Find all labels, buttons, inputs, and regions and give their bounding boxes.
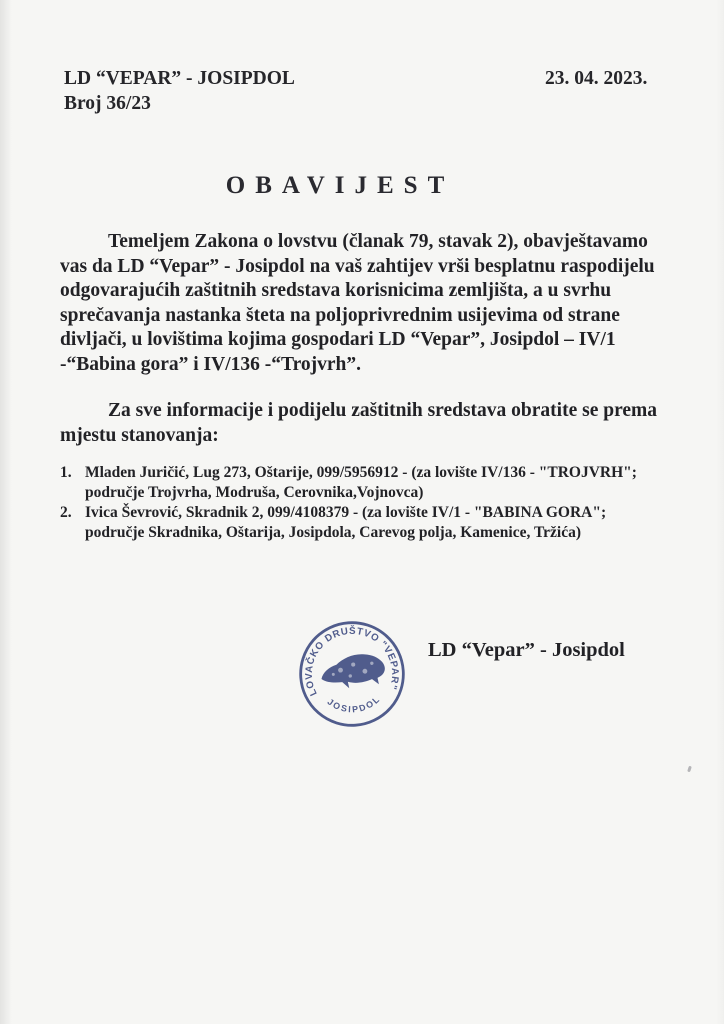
contact-list-item (60, 503, 660, 543)
contact-list (60, 463, 660, 543)
list-item-text: Mladen Juričić, Lug 273, Oštarije, 099/5956912 - (za lovište IV/136 - "TROJVRH"; područje Trojvrha, Modruša, Cerovnika,Vojnovca) (85, 464, 637, 501)
stamp-bottom-text: JOSIPDOL (325, 693, 383, 715)
body-paragraph-1: Temeljem Zakona o lovstvu (članak 79, stavak 2), obavještavamo vas da LD “Vepar” - Josipdol na vaš zahtijev vrši besplatnu raspodijelu odgovarajućih zaštitnih sredstava korisnicima zemljišta, a u svrhu sprečavanja nastanka šteta na poljoprivrednim usijevima od strane divljači, u lovištima kojima gospodari LD “Vepar”, Josipdol – IV/1 -“Babina gora” i IV/136 -“Trojvrh”. (60, 231, 655, 375)
signature-org-label: LD “Vepar” - Josipdol (428, 639, 625, 661)
list-item-text: Ivica Ševrović, Skradnik 2, 099/4108379 - (za lovište IV/1 - "BABINA GORA"; područje Skradnika, Oštarija, Josipdola, Carevog polja, Kamenice, Tržića) (85, 504, 607, 541)
notice-title: OBAVIJEST (225, 172, 455, 199)
contact-list-item (60, 463, 660, 503)
round-stamp-seal (292, 614, 412, 734)
org-name: LD “VEPAR” - JOSIPDOL (64, 68, 295, 89)
scan-speck (687, 766, 692, 773)
document-date: 23. 04. 2023. (545, 68, 648, 89)
list-item-number: 1. (60, 464, 72, 481)
body-paragraph-2: Za sve informacije i podijelu zaštitnih sredstava obratite se prema mjestu stanovanja: (60, 400, 658, 446)
stamp-ring-text: LOVAČKO DRUŠTVO "VEPAR" (303, 625, 401, 698)
list-item-number: 2. (60, 504, 72, 521)
boar-icon (320, 653, 386, 691)
svg-text:JOSIPDOL (325, 693, 383, 716)
reference-number: Broj 36/23 (64, 93, 151, 114)
